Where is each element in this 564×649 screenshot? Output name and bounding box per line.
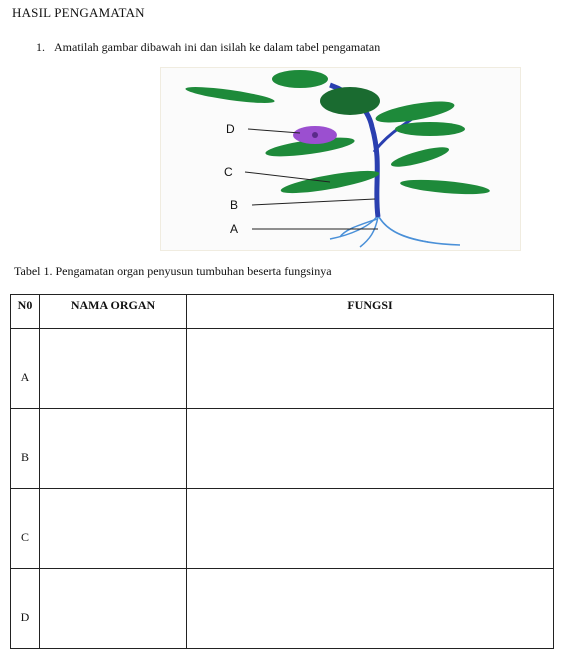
figure-label-b: B [230, 198, 239, 212]
table-header-row [11, 295, 554, 329]
figure-label-c: C [224, 165, 233, 179]
row-code: D [11, 569, 40, 649]
table-row [11, 329, 554, 409]
function-cell[interactable] [187, 489, 554, 569]
function-cell[interactable] [187, 329, 554, 409]
organ-name-cell[interactable] [40, 489, 187, 569]
table-row [11, 409, 554, 489]
flower [293, 126, 337, 144]
plant-figure [160, 67, 521, 251]
instruction-text: Amatilah gambar dibawah ini dan isilah ke dalam tabel pengamatan [54, 40, 381, 54]
header-function: FUNGSI [187, 295, 554, 329]
organ-name-cell[interactable] [40, 329, 187, 409]
page-title: HASIL PENGAMATAN [12, 5, 145, 20]
table-row [11, 569, 554, 649]
plant-illustration [160, 67, 521, 251]
header-organ-name: NAMA ORGAN [40, 295, 187, 329]
function-cell[interactable] [187, 409, 554, 489]
header-number: N0 [11, 295, 40, 329]
instruction-number: 1. [36, 40, 45, 54]
row-code: B [11, 409, 40, 489]
figure-label-d: D [226, 122, 235, 136]
organ-name-cell[interactable] [40, 409, 187, 489]
function-cell[interactable] [187, 569, 554, 649]
figure-label-a: A [230, 222, 239, 236]
organ-name-cell[interactable] [40, 569, 187, 649]
row-code: C [11, 489, 40, 569]
table-caption: Tabel 1. Pengamatan organ penyusun tumbuhan beserta fungsinya [14, 264, 332, 278]
row-code: A [11, 329, 40, 409]
table-row [11, 489, 554, 569]
observation-table [10, 294, 554, 649]
instruction [36, 40, 380, 55]
